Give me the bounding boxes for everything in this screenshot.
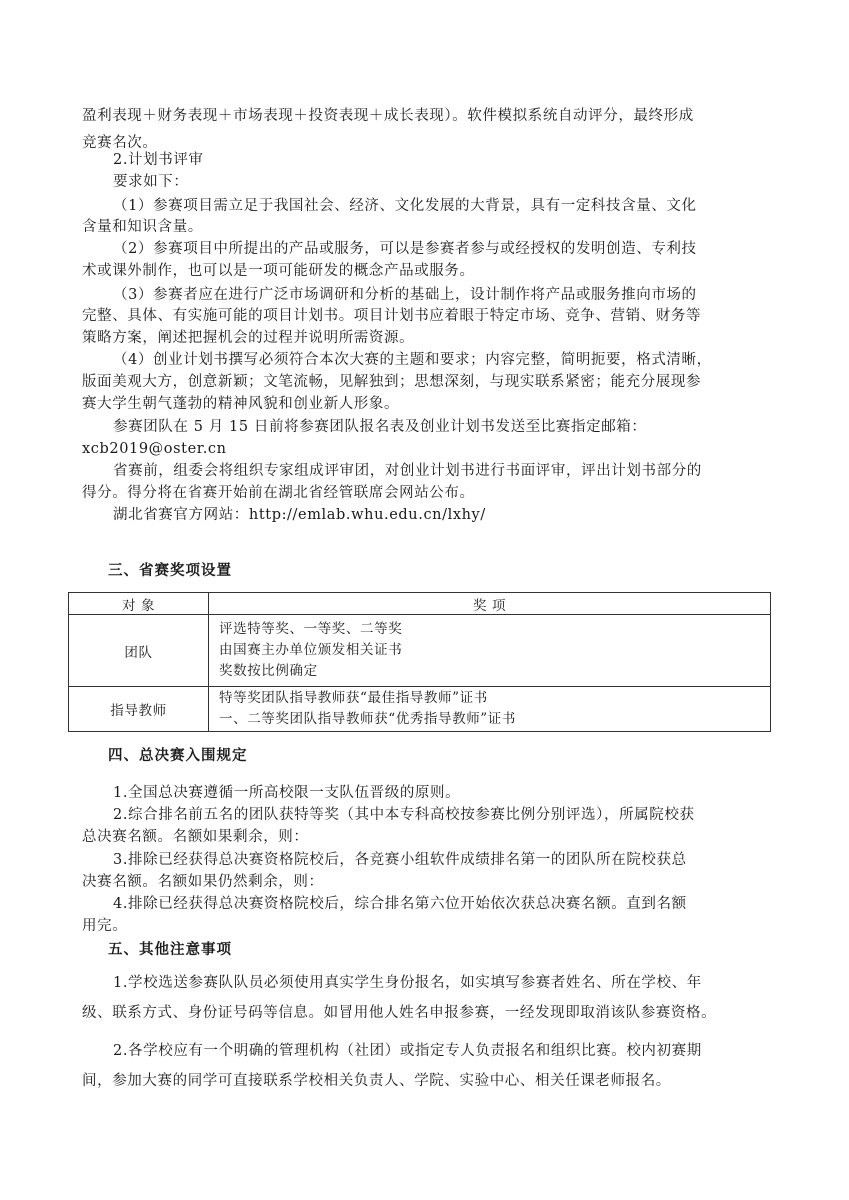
- row-target-advisor: 指导教师: [69, 687, 209, 732]
- paragraph-line: 含量和知识含量。: [82, 219, 203, 235]
- awards-table-header: [69, 593, 771, 615]
- award-line: 奖数按比例确定: [219, 663, 318, 679]
- award-line: 由国赛主办单位颁发相关证书: [219, 642, 403, 658]
- paragraph-line: 2.各学校应有一个明确的管理机构（社团）或指定专人负责报名和组织比赛。校内初赛期: [113, 1043, 702, 1059]
- paragraph-line: 盈利表现＋财务表现＋市场表现＋投资表现＋成长表现）。软件模拟系统自动评分，最终形成: [82, 108, 694, 124]
- paragraph-line: 术或课外制作，也可以是一项可能研发的概念产品或服务。: [82, 263, 475, 279]
- row-awards-team: [209, 615, 771, 687]
- paragraph-line: 级、联系方式、身份证号码等信息。如冒用他人姓名申报参赛，一经发现即取消该队参赛资格。: [82, 1005, 717, 1021]
- paragraph-line: （2）参赛项目中所提出的产品或服务，可以是参赛者参与或经授权的发明创造、专利技: [113, 241, 697, 257]
- paragraph-line: 1.学校选送参赛队队员必须使用真实学生身份报名，如实填写参赛者姓名、所在学校、年: [113, 975, 702, 991]
- paragraph-line: 省赛前，组委会将组织专家组成评审团，对创业计划书进行书面评审，评出计划书部分的: [113, 463, 702, 479]
- table-row: [69, 687, 771, 732]
- section4-heading: 四、总决赛入围规定: [108, 748, 248, 764]
- header-target: 对 象: [69, 593, 209, 615]
- header-awards: 奖 项: [209, 593, 771, 615]
- section3-heading: 三、省赛奖项设置: [108, 563, 232, 579]
- award-line: 一、二等奖团队指导教师获“优秀指导教师”证书: [219, 711, 517, 727]
- subheading-plan-review: 2.计划书评审: [113, 152, 204, 168]
- paragraph-line: 版面美观大方，创意新颖；文笔流畅，见解独到；思想深刻，与现实联系紧密；能充分展现参: [82, 374, 702, 390]
- paragraph-line: 赛大学生朝气蓬勃的精神风貌和创业新人形象。: [82, 396, 400, 412]
- paragraph-line: 用完。: [82, 918, 128, 934]
- awards-table: [68, 592, 771, 732]
- email-address: xcb2019@oster.cn: [82, 441, 227, 457]
- paragraph-line: 2.综合排名前五名的团队获特等奖（其中本专科高校按参赛比例分别评选），所属院校获: [113, 807, 695, 823]
- paragraph-line: 策略方案，阐述把握机会的过程并说明所需资源。: [82, 330, 415, 346]
- paragraph-line: 竞赛名次。: [82, 135, 158, 151]
- section5-heading: 五、其他注意事项: [108, 942, 232, 958]
- paragraph-line: （3）参赛者应在进行广泛市场调研和分析的基础上，设计制作将产品或服务推向市场的: [113, 287, 697, 303]
- paragraph-line: 参赛团队在 5 月 15 日前将参赛团队报名表及创业计划书发送至比赛指定邮箱：: [113, 419, 647, 435]
- row-awards-advisor: [209, 687, 771, 732]
- table-row: [69, 615, 771, 687]
- paragraph-line: 决赛名额。名额如果仍然剩余，则：: [82, 874, 324, 890]
- paragraph-line: （1）参赛项目需立足于我国社会、经济、文化发展的大背景，具有一定科技含量、文化: [113, 198, 697, 214]
- row-target-team: 团队: [69, 615, 209, 687]
- paragraph-line: 3.排除已经获得总决赛资格院校后，各竞赛小组软件成绩排名第一的团队所在院校获总: [113, 852, 687, 868]
- award-line: 特等奖团队指导教师获“最佳指导教师”证书: [219, 690, 488, 706]
- paragraph-line: （4）创业计划书撰写必须符合本次大赛的主题和要求；内容完整，简明扼要，格式清晰，: [113, 352, 712, 368]
- paragraph-line: 4.排除已经获得总决赛资格院校后，综合排名第六位开始依次获总决赛名额。直到名额: [113, 896, 687, 912]
- paragraph-line: 完整、具体、有实施可能的项目计划书。项目计划书应着眼于特定市场、竞争、营销、财务等: [82, 308, 702, 324]
- paragraph-line: 要求如下：: [113, 174, 189, 190]
- paragraph-line: 1.全国总决赛遵循一所高校限一支队伍晋级的原则。: [113, 785, 461, 801]
- award-line: 评选特等奖、一等奖、二等奖: [219, 621, 403, 637]
- paragraph-line: 得分。得分将在省赛开始前在湖北省经管联席会网站公布。: [82, 485, 475, 501]
- paragraph-line: 间，参加大赛的同学可直接联系学校相关负责人、学院、实验中心、相关任课老师报名。: [82, 1073, 671, 1089]
- official-website: 湖北省赛官方网站：http://emlab.whu.edu.cn/lxhy/: [113, 507, 486, 523]
- paragraph-line: 总决赛名额。名额如果剩余，则：: [82, 829, 309, 845]
